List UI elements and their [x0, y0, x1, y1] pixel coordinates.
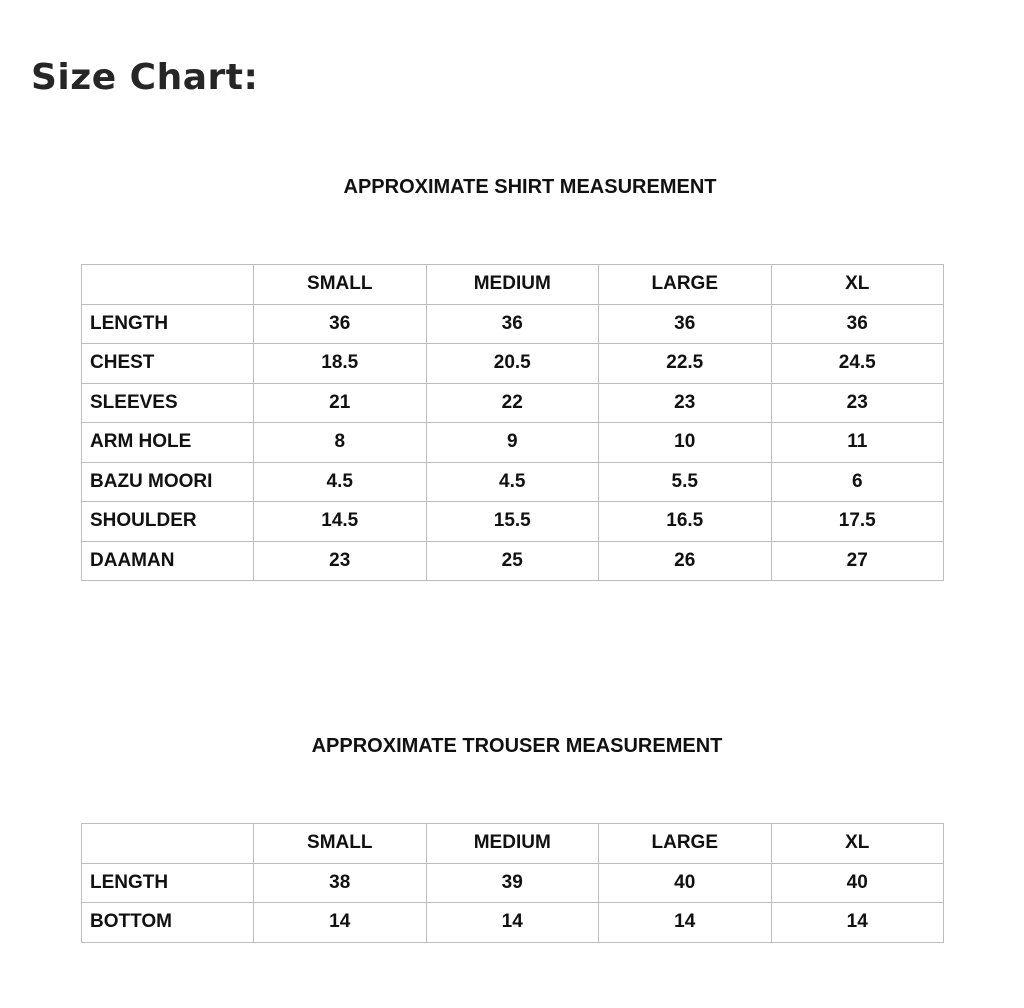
table-cell: 6 [771, 462, 944, 502]
page-title: Size Chart: [31, 57, 259, 98]
table-cell: 22 [426, 383, 599, 423]
table-cell: 36 [599, 304, 772, 344]
row-label: BOTTOM [82, 903, 254, 943]
table-cell: 4.5 [254, 462, 427, 502]
trouser-table-title: APPROXIMATE TROUSER MEASUREMENT [311, 735, 723, 757]
table-cell: 15.5 [426, 502, 599, 542]
row-label: BAZU MOORI [82, 462, 254, 502]
column-header [82, 265, 254, 305]
table-row [82, 423, 944, 463]
table-row [82, 344, 944, 384]
table-cell: 23 [599, 383, 772, 423]
table-cell: 39 [426, 863, 599, 903]
row-label: CHEST [82, 344, 254, 384]
column-header: XL [771, 824, 944, 864]
shirt-size-table [81, 264, 944, 581]
row-label: LENGTH [82, 863, 254, 903]
table-row [82, 903, 944, 943]
table-cell: 8 [254, 423, 427, 463]
table-cell: 38 [254, 863, 427, 903]
row-label: SLEEVES [82, 383, 254, 423]
table-row [82, 383, 944, 423]
table-cell: 25 [426, 541, 599, 581]
table-cell: 11 [771, 423, 944, 463]
table-cell: 18.5 [254, 344, 427, 384]
column-header: XL [771, 265, 944, 305]
table-cell: 36 [771, 304, 944, 344]
table-cell: 23 [771, 383, 944, 423]
column-header: LARGE [599, 824, 772, 864]
table-row [82, 304, 944, 344]
row-label: LENGTH [82, 304, 254, 344]
table-cell: 14 [426, 903, 599, 943]
table-cell: 21 [254, 383, 427, 423]
row-label: SHOULDER [82, 502, 254, 542]
table-row [82, 541, 944, 581]
table-cell: 23 [254, 541, 427, 581]
table-cell: 16.5 [599, 502, 772, 542]
table-cell: 14.5 [254, 502, 427, 542]
table-header-row [82, 265, 944, 305]
table-cell: 14 [599, 903, 772, 943]
column-header: LARGE [599, 265, 772, 305]
table-row [82, 863, 944, 903]
table-cell: 36 [254, 304, 427, 344]
column-header: SMALL [254, 824, 427, 864]
row-label: ARM HOLE [82, 423, 254, 463]
table-cell: 22.5 [599, 344, 772, 384]
table-cell: 14 [254, 903, 427, 943]
column-header [82, 824, 254, 864]
column-header: MEDIUM [426, 265, 599, 305]
table-cell: 36 [426, 304, 599, 344]
table-header-row [82, 824, 944, 864]
table-cell: 20.5 [426, 344, 599, 384]
table-cell: 9 [426, 423, 599, 463]
table-cell: 10 [599, 423, 772, 463]
column-header: SMALL [254, 265, 427, 305]
row-label: DAAMAN [82, 541, 254, 581]
shirt-table-title: APPROXIMATE SHIRT MEASUREMENT [343, 176, 717, 198]
table-cell: 40 [771, 863, 944, 903]
table-cell: 5.5 [599, 462, 772, 502]
table-cell: 24.5 [771, 344, 944, 384]
table-cell: 17.5 [771, 502, 944, 542]
table-row [82, 502, 944, 542]
table-cell: 4.5 [426, 462, 599, 502]
table-cell: 40 [599, 863, 772, 903]
table-cell: 14 [771, 903, 944, 943]
trouser-size-table [81, 823, 944, 943]
column-header: MEDIUM [426, 824, 599, 864]
table-cell: 26 [599, 541, 772, 581]
table-cell: 27 [771, 541, 944, 581]
table-row [82, 462, 944, 502]
